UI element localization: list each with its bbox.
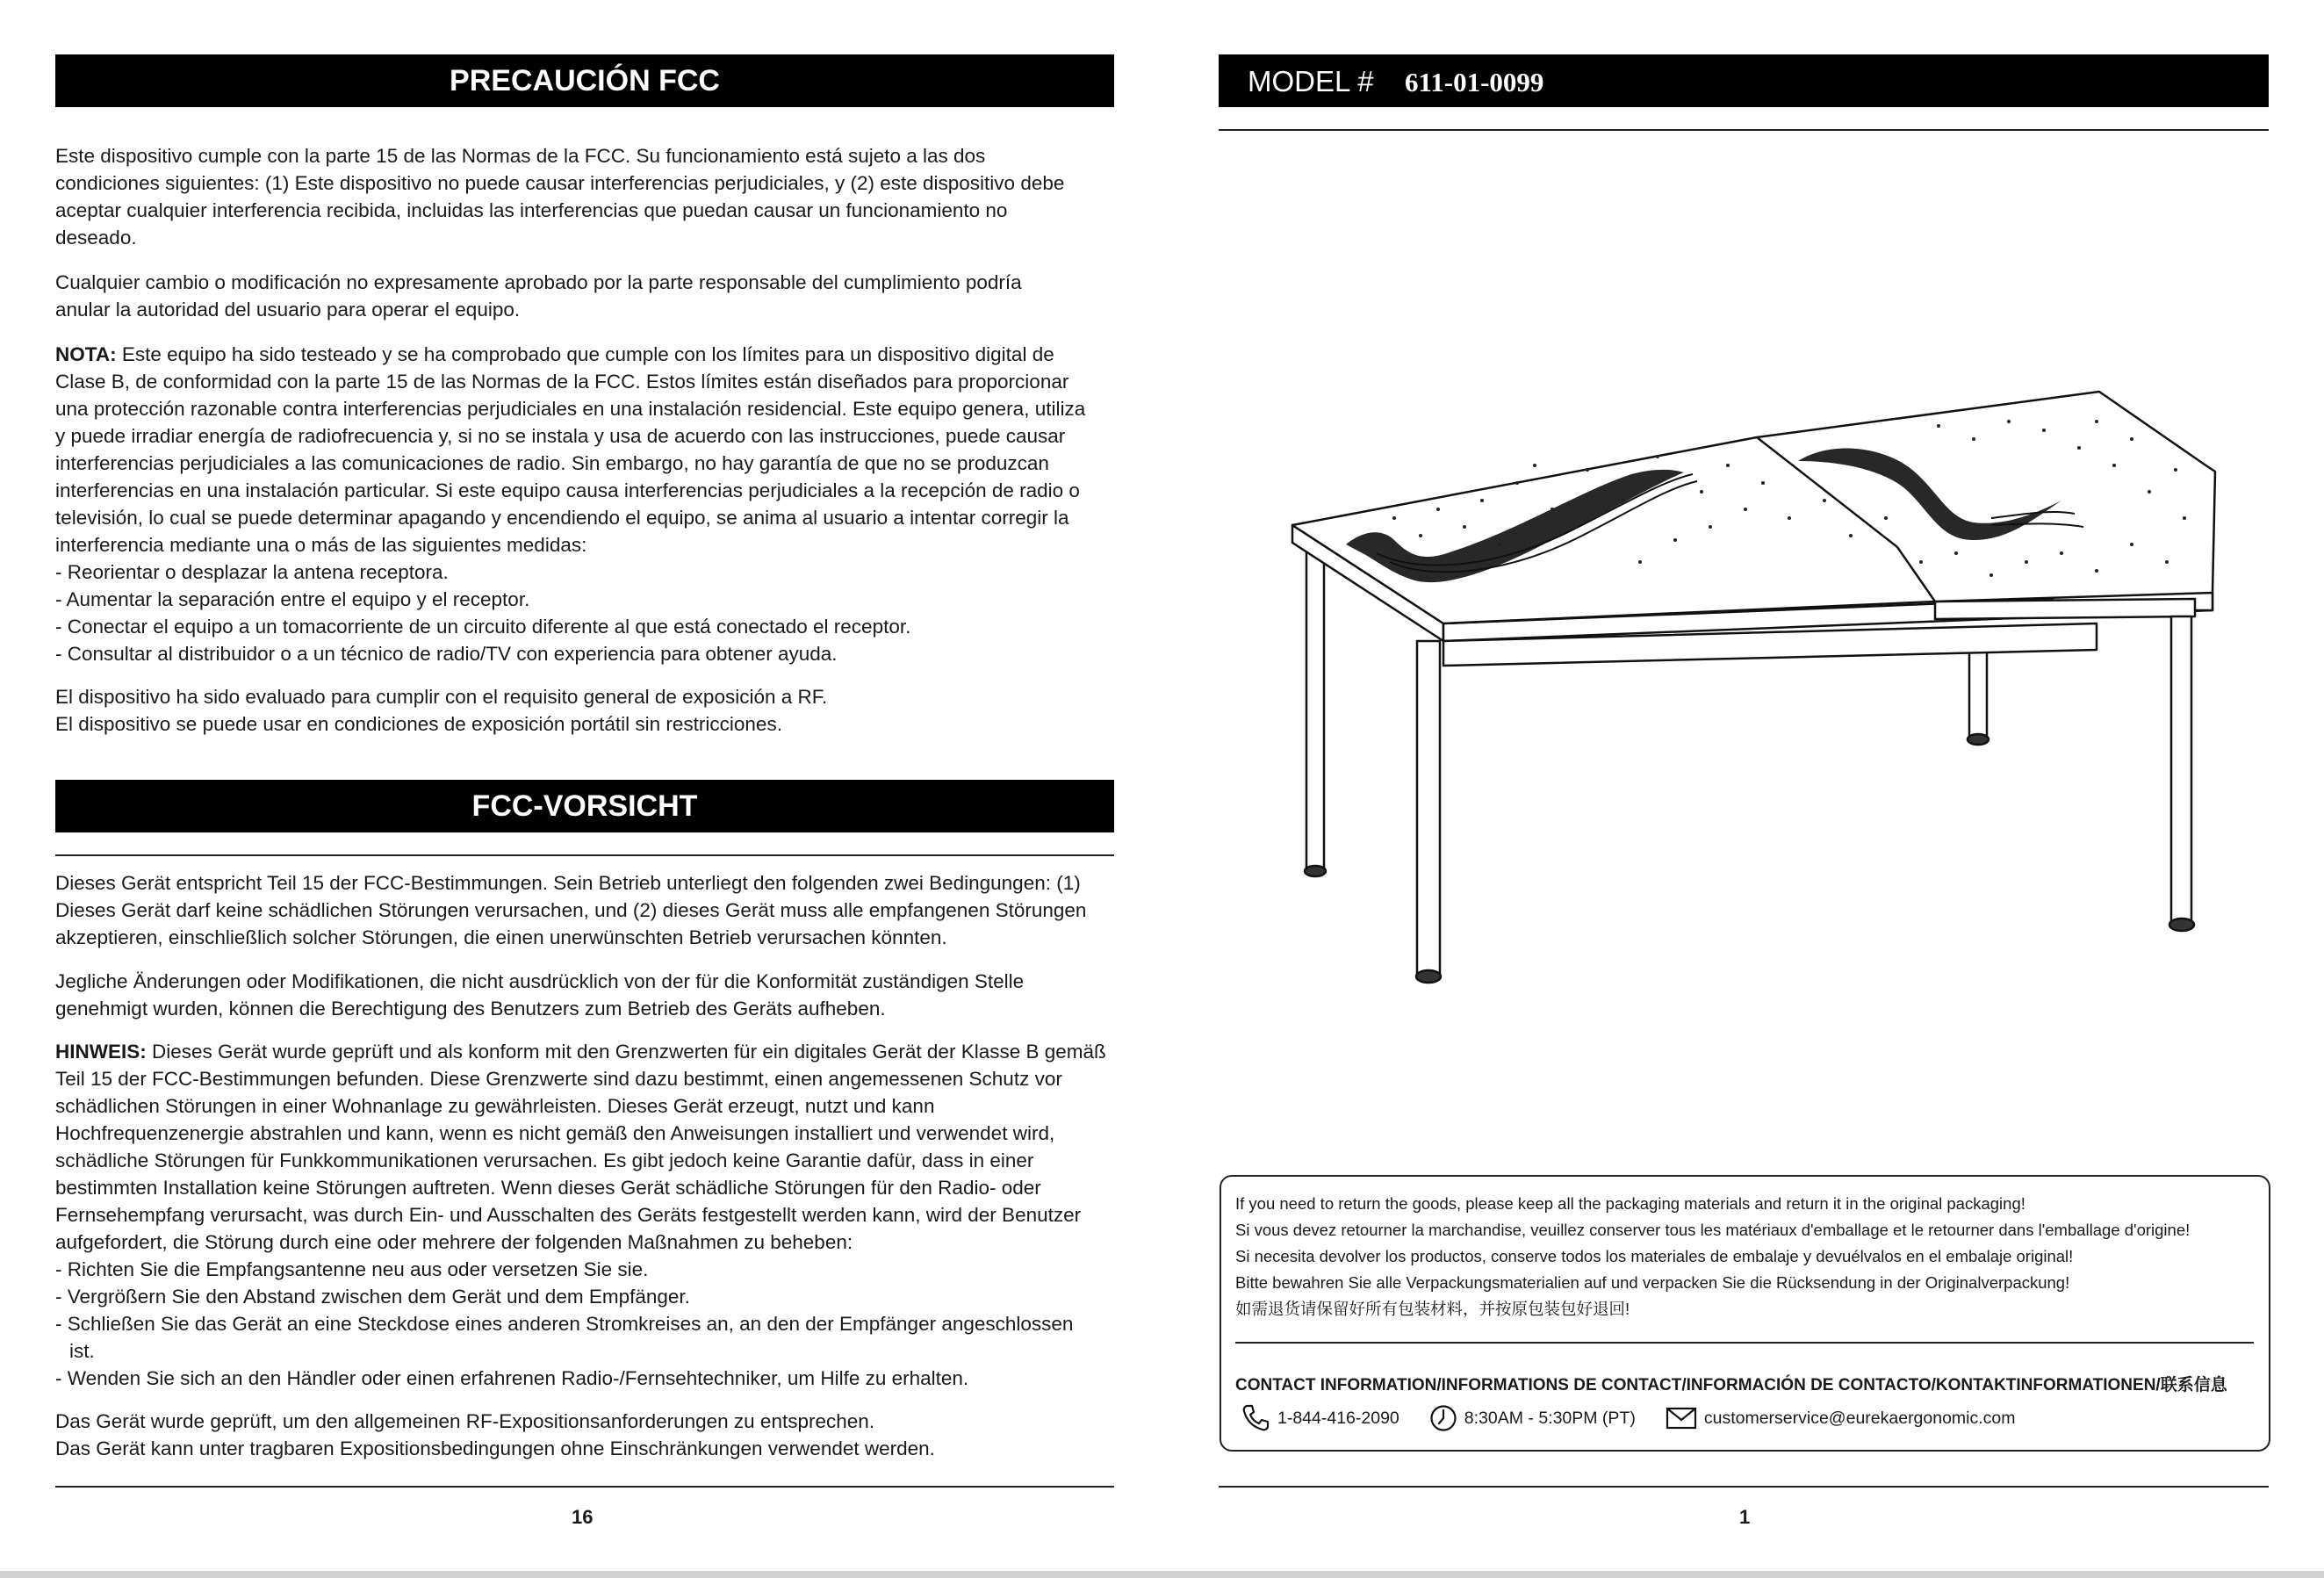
- fcc-de-rf-2: Das Gerät kann unter tragbaren Expositionsbedingungen ohne Einschränkungen verwendet werden.: [55, 1437, 935, 1459]
- divider: [1219, 129, 2269, 131]
- model-number: 611-01-0099: [1405, 67, 1544, 97]
- return-notice-de: Bitte bewahren Sie alle Verpackungsmaterialien auf und verpacken Sie die Rücksendung in der Originalverpackung!: [1235, 1273, 2070, 1292]
- list-item: - Richten Sie die Empfangsantenne neu aus oder versetzen Sie sie.: [55, 1258, 649, 1280]
- footer-divider: [55, 1486, 1114, 1488]
- return-notice-box: [1220, 1175, 2270, 1452]
- divider: [55, 854, 1114, 856]
- fcc-es-measures: [55, 558, 1091, 667]
- fcc-es-note: [55, 341, 1091, 558]
- contact-phone: [1241, 1403, 1399, 1433]
- fcc-de-rf-1: Das Gerät wurde geprüft, um den allgemeinen RF-Expositionsanforderungen zu entsprechen.: [55, 1410, 875, 1432]
- fcc-es-rf-2: El dispositivo se puede usar en condiciones de exposición portátil sin restricciones.: [55, 713, 782, 735]
- fcc-de-paragraph-1: Dieses Gerät entspricht Teil 15 der FCC-Bestimmungen. Sein Betrieb unterliegt den folgenden zwei Bedingungen: (1) Dieses Gerät darf keine schädlichen Störungen verursachen, und (2) dieses Gerät muss alle empfangenen Störungen akzeptieren, einschließlich solcher Störungen, die einen unerwünschten Betrieb verursachen könnten.: [55, 872, 1087, 948]
- page-number: 16: [572, 1506, 594, 1528]
- fcc-de-note-text: Dieses Gerät wurde geprüft und als konform mit den Grenzwerten für ein digitales Gerät der Klasse B gemäß Teil 15 der FCC-Bestimmungen befunden. Diese Grenzwerte sind dazu bestimmt, einen angemessenen Schutz vor schädlichen Störungen in einer Wohnanlage zu gewährleisten. Dieses Gerät erzeugt, nutzt und kann Hochfrequenzenergie abstrahlen und kann, wenn es nicht gemäß den Anweisungen installiert und verwendet wird, schädliche Störungen für Funkkommunikationen verursachen. Es gibt jedoch keine Garantie dafür, dass in einer bestimmten Installation keine Störungen auftreten. Wenn dieses Gerät schädliche Störungen für den Radio- oder Fernsehempfang verursacht, was durch Ein- und Ausschalten des Geräts festgestellt werden kann, wird der Benutzer aufgefordert, die Störung durch eine oder mehrere der folgenden Maßnahmen zu beheben:: [55, 1041, 1106, 1253]
- return-notice-es: Si necesita devolver los productos, conserve todos los materiales de embalaje y devuélvalos en el embalaje original!: [1235, 1247, 2074, 1265]
- phone-icon: [1241, 1403, 1270, 1433]
- return-notice-zh: 如需退货请保留好所有包装材料，并按原包装包好退回!: [1235, 1300, 1630, 1318]
- business-hours: 8:30AM - 5:30PM (PT): [1464, 1408, 1636, 1428]
- return-notice-fr: Si vous devez retourner la marchandise, veuillez conserver tous les matériaux d'emballage et le retourner dans l'emballage d'origine!: [1235, 1221, 2191, 1239]
- model-header: [1219, 54, 2269, 107]
- desk-illustration: [1219, 386, 2269, 1001]
- contact-row: [1241, 1403, 2046, 1433]
- contact-title: CONTACT INFORMATION/INFORMATIONS DE CONTACT/INFORMACIÓN DE CONTACTO/KONTAKTINFORMATIONEN/联系信息: [1235, 1376, 2227, 1394]
- fcc-es-rf-1: El dispositivo ha sido evaluado para cumplir con el requisito general de exposición a RF.: [55, 686, 828, 708]
- fcc-de-header: [55, 780, 1114, 832]
- footer-divider: [1219, 1486, 2269, 1488]
- list-item: - Consultar al distribuidor o a un técnico de radio/TV con experiencia para obtener ayuda.: [55, 643, 838, 665]
- fcc-es-paragraph-1: Este dispositivo cumple con la parte 15 de las Normas de la FCC. Su funcionamiento está sujeto a las dos condiciones siguientes: (1) Este dispositivo no puede causar interferencias perjudiciales, y (2) este dispositivo debe aceptar cualquier interferencia recibida, incluidas las interferencias que puedan causar un funcionamiento no deseado.: [55, 145, 1065, 249]
- list-item: - Conectar el equipo a un tomacorriente de un circuito diferente al que está conectado el receptor.: [55, 616, 911, 638]
- fcc-es-note-label: NOTA:: [55, 343, 117, 365]
- phone-number[interactable]: 1-844-416-2090: [1277, 1408, 1399, 1428]
- list-item: - Reorientar o desplazar la antena receptora.: [55, 561, 449, 583]
- list-item: - Schließen Sie das Gerät an eine Steckdose eines anderen Stromkreises an, an den der Empfänger angeschlossen ist.: [55, 1313, 1074, 1362]
- clock-icon: [1429, 1404, 1457, 1432]
- fcc-de-paragraph-2: Jegliche Änderungen oder Modifikationen, die nicht ausdrücklich von der für die Konformität zuständigen Stelle genehmigt wurden, können die Berechtigung des Benutzers zum Betrieb des Geräts aufheben.: [55, 970, 1025, 1020]
- fcc-es-note-text: Este equipo ha sido testeado y se ha comprobado que cumple con los límites para un dispositivo digital de Clase B, de conformidad con la parte 15 de las Normas de la FCC. Estos límites están diseñados para proporcionar una protección razonable contra interferencias perjudiciales en una instalación residencial. Este equipo genera, utiliza y puede irradiar energía de radiofrecuencia y, si no se instala y usa de acuerdo con las instrucciones, puede causar interferencias perjudiciales a las comunicaciones de radio. Sin embargo, no hay garantía de que no se produzcan interferencias en una instalación particular. Si este equipo causa interferencias perjudiciales a la recepción de radio o televisión, lo cual se puede determinar apagando y encendiendo el equipo, se anima al usuario a intentar corregir la interferencia mediante una o más de las siguientes medidas:: [55, 343, 1086, 556]
- list-item: - Aumentar la separación entre el equipo y el receptor.: [55, 588, 530, 610]
- return-notice-en: If you need to return the goods, please keep all the packaging materials and return it in the original packaging!: [1235, 1194, 2025, 1213]
- fcc-es-paragraph-2: Cualquier cambio o modificación no expresamente aprobado por la parte responsable del cumplimiento podría anular la autoridad del usuario para operar el equipo.: [55, 271, 1022, 321]
- fcc-de-note: [55, 1038, 1118, 1256]
- fcc-de-title: FCC-VORSICHT: [471, 789, 698, 823]
- email-link[interactable]: customerservice@eurekaergonomic.com: [1703, 1408, 2016, 1428]
- fcc-es-header: [55, 54, 1114, 107]
- page-number: 1: [1739, 1506, 1751, 1528]
- model-label: MODEL #: [1248, 65, 1374, 97]
- list-item: - Vergrößern Sie den Abstand zwischen dem Gerät und dem Empfänger.: [55, 1286, 690, 1308]
- fcc-es-title: PRECAUCIÓN FCC: [450, 64, 720, 97]
- contact-email: [1666, 1403, 2016, 1433]
- fcc-de-note-label: HINWEIS:: [55, 1041, 147, 1063]
- return-notice-text: [1235, 1191, 2190, 1322]
- fcc-de-measures: [55, 1256, 1100, 1392]
- list-item: - Wenden Sie sich an den Händler oder einen erfahrenen Radio-/Fernsehtechniker, um Hilfe zu erhalten.: [55, 1367, 969, 1389]
- bottom-strip: [0, 1571, 2324, 1578]
- divider: [1235, 1342, 2254, 1344]
- contact-hours: [1429, 1403, 1636, 1433]
- mail-icon: [1666, 1406, 1697, 1430]
